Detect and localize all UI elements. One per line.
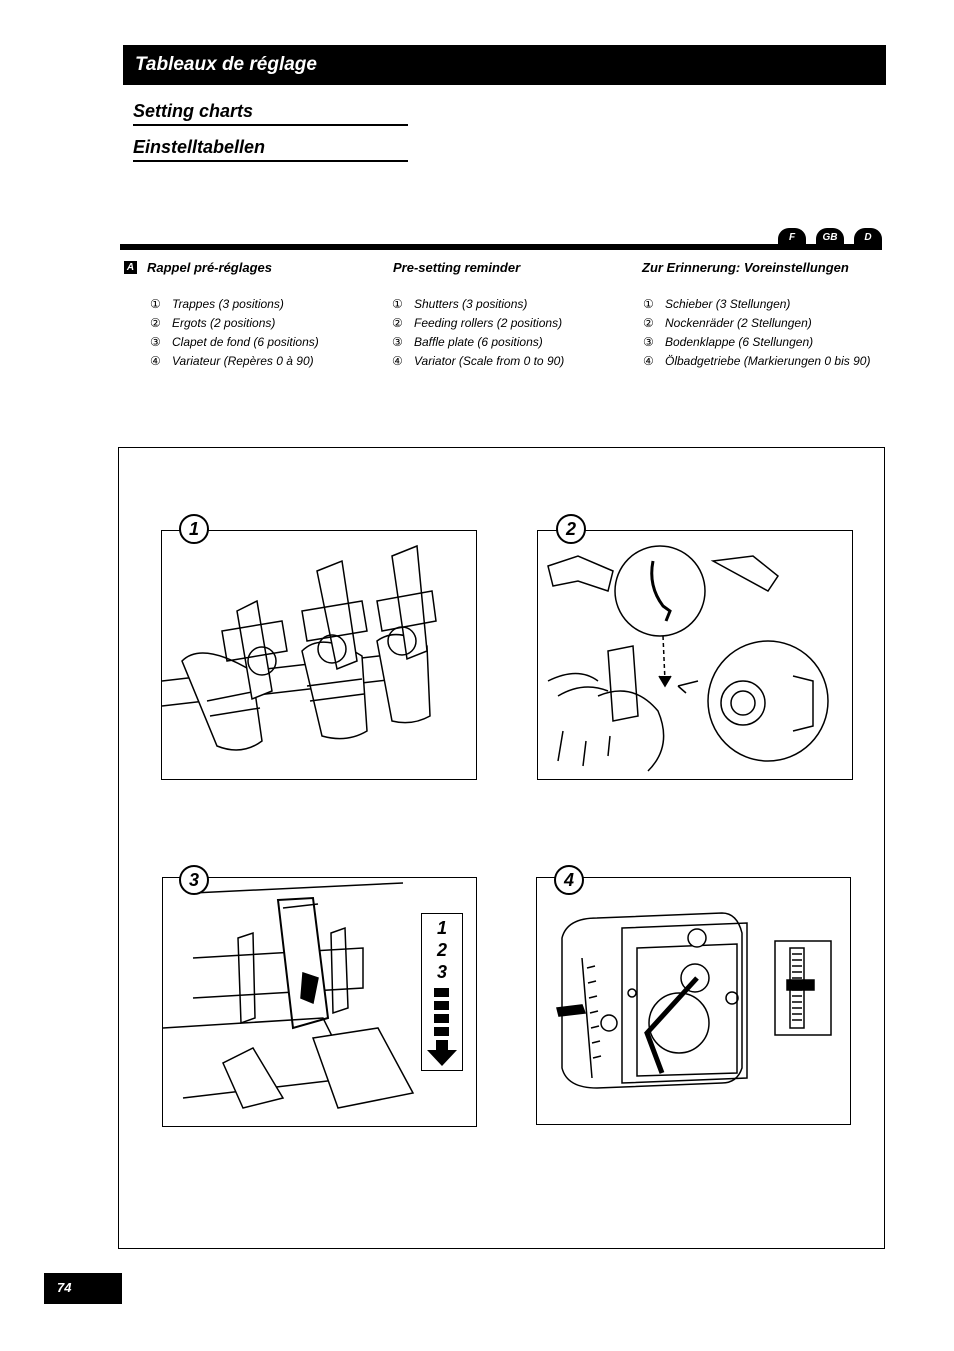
list-de bbox=[643, 295, 870, 371]
item-number: ③ bbox=[392, 335, 403, 349]
item-number: ① bbox=[150, 297, 161, 311]
scale-number-2: 2 bbox=[436, 940, 447, 960]
page-number: 74 bbox=[57, 1280, 72, 1295]
figure-badge-3: 3 bbox=[179, 865, 209, 895]
scale-bar-7 bbox=[434, 1027, 449, 1036]
item-text: Bodenklappe (6 Stellungen) bbox=[665, 335, 814, 349]
item-number: ④ bbox=[643, 354, 654, 368]
feeding-rollers-illustration bbox=[538, 531, 852, 779]
item-text: Nockenräder (2 Stellungen) bbox=[665, 316, 812, 330]
variator-illustration bbox=[537, 878, 850, 1124]
figure-badge-2: 2 bbox=[556, 514, 586, 544]
list-item bbox=[150, 352, 319, 371]
figure-badge-1: 1 bbox=[179, 514, 209, 544]
item-text: Shutters (3 positions) bbox=[414, 297, 528, 311]
item-text: Feeding rollers (2 positions) bbox=[414, 316, 563, 330]
item-number: ③ bbox=[150, 335, 161, 349]
scale-bar-4 bbox=[434, 988, 449, 997]
list-item bbox=[643, 295, 870, 314]
item-text: Variator (Scale from 0 to 90) bbox=[414, 354, 565, 368]
scale-number-3: 3 bbox=[436, 962, 447, 982]
list-item bbox=[392, 352, 564, 371]
list-item bbox=[392, 295, 564, 314]
arrow-down-icon bbox=[427, 1040, 457, 1066]
list-item bbox=[392, 314, 564, 333]
list-item bbox=[150, 333, 319, 352]
column-heading-de: Zur Erinnerung: Voreinstellungen bbox=[642, 260, 849, 275]
page-title: Tableaux de réglage bbox=[135, 54, 317, 75]
shutters-illustration bbox=[162, 531, 476, 779]
figure-1-shutters bbox=[161, 530, 477, 780]
figure-4-variator bbox=[536, 877, 851, 1125]
subtitle-german: Einstelltabellen bbox=[133, 137, 408, 162]
item-number: ③ bbox=[643, 335, 654, 349]
item-number: ② bbox=[643, 316, 654, 330]
language-tab-f: F bbox=[778, 228, 806, 248]
list-gb bbox=[392, 295, 564, 371]
item-text: Trappes (3 positions) bbox=[172, 297, 284, 311]
figure-2-feeding-rollers bbox=[537, 530, 853, 780]
list-item bbox=[392, 333, 564, 352]
list-item bbox=[150, 295, 319, 314]
item-number: ① bbox=[392, 297, 403, 311]
list-item bbox=[643, 333, 870, 352]
list-fr bbox=[150, 295, 319, 371]
item-text: Ergots (2 positions) bbox=[172, 316, 276, 330]
item-text: Ölbadgetriebe (Markierungen 0 bis 90) bbox=[665, 354, 871, 368]
list-item bbox=[150, 314, 319, 333]
item-text: Schieber (3 Stellungen) bbox=[665, 297, 791, 311]
language-rule bbox=[120, 244, 882, 250]
scale-number-1: 1 bbox=[436, 918, 447, 938]
item-text: Clapet de fond (6 positions) bbox=[172, 335, 319, 349]
subtitle-english: Setting charts bbox=[133, 101, 408, 126]
item-number: ② bbox=[392, 316, 403, 330]
column-heading-gb: Pre-setting reminder bbox=[393, 260, 521, 275]
section-badge: A bbox=[124, 261, 137, 274]
item-text: Variateur (Repères 0 à 90) bbox=[172, 354, 314, 368]
language-tab-gb: GB bbox=[816, 228, 844, 248]
item-number: ④ bbox=[392, 354, 403, 368]
list-item bbox=[643, 352, 870, 371]
list-item bbox=[643, 314, 870, 333]
scale-bar-6 bbox=[434, 1014, 449, 1023]
page-title-bar bbox=[123, 45, 886, 85]
item-number: ① bbox=[643, 297, 654, 311]
item-number: ② bbox=[150, 316, 161, 330]
language-tab-d: D bbox=[854, 228, 882, 248]
column-heading-fr: Rappel pré-réglages bbox=[147, 260, 272, 275]
baffle-position-scale bbox=[421, 913, 463, 1071]
page-number-box bbox=[44, 1273, 122, 1304]
item-text: Baffle plate (6 positions) bbox=[414, 335, 543, 349]
figure-badge-4: 4 bbox=[554, 865, 584, 895]
scale-bar-5 bbox=[434, 1001, 449, 1010]
item-number: ④ bbox=[150, 354, 161, 368]
